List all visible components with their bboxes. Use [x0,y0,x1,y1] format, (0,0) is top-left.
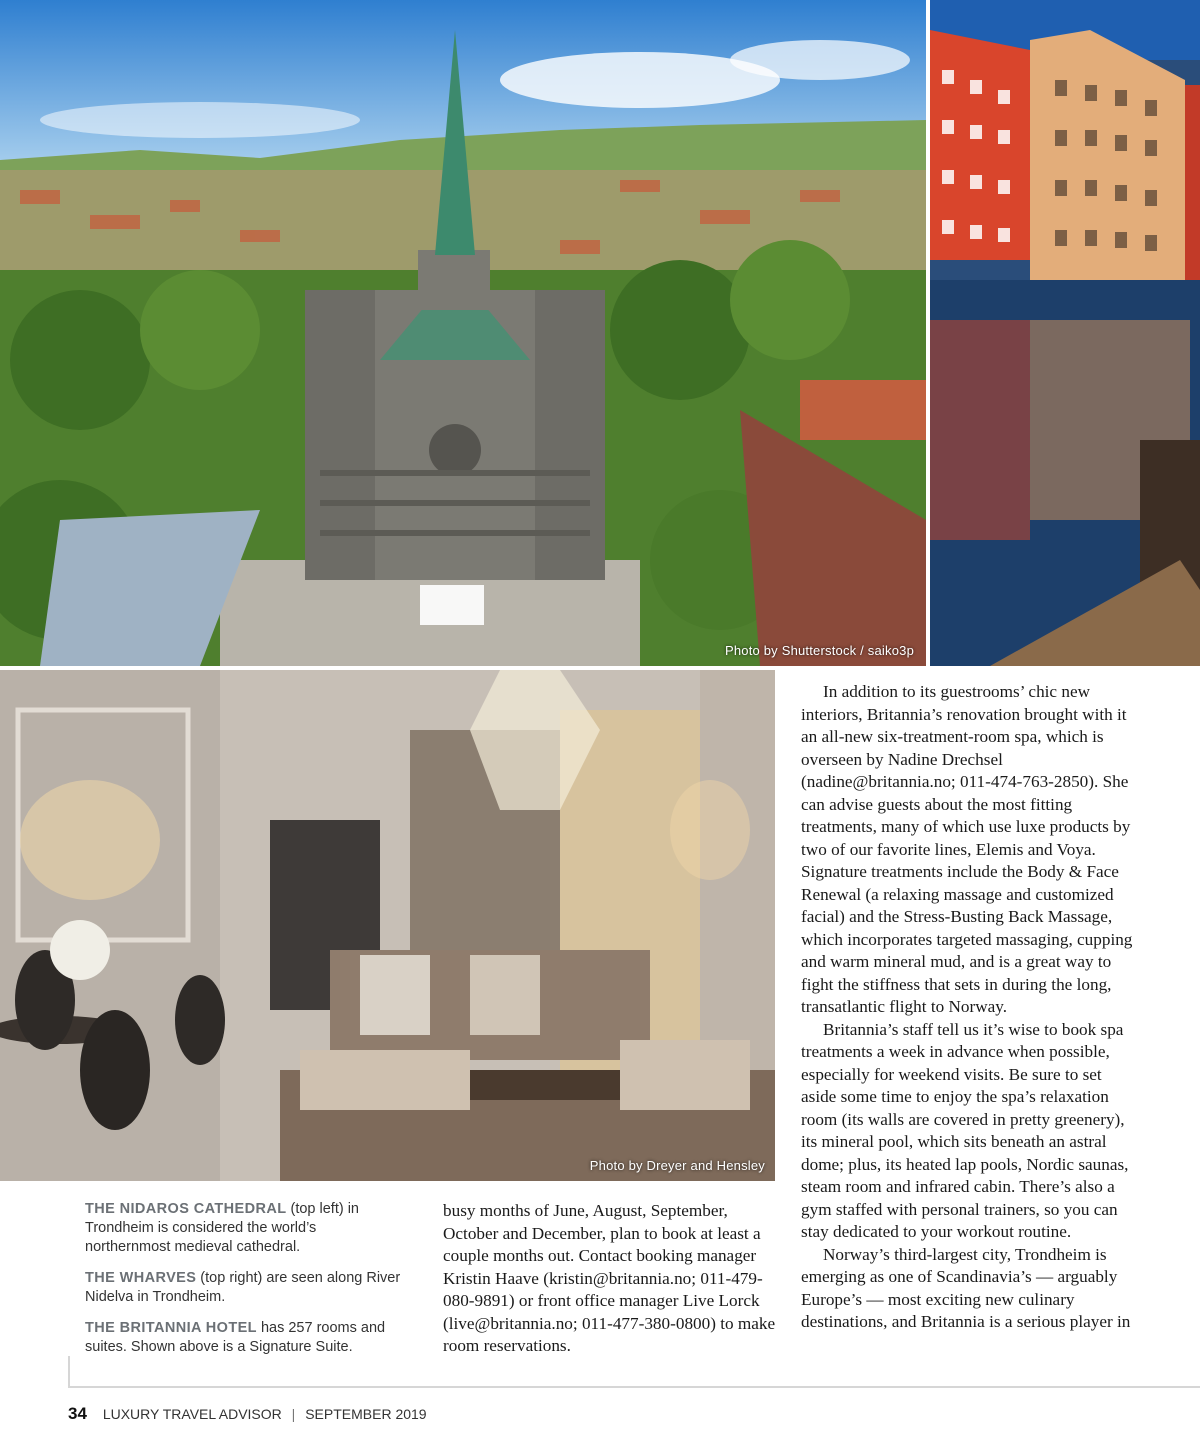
photo-wharves [930,0,1200,666]
photo-credit-suite: Photo by Dreyer and Hensley [589,1158,765,1173]
article-paragraph: busy months of June, August, September, October and December, plan to book at least a couple months out. Contact booking manager Kristin Haave (kristin@britannia.no; 011-479-080-9891) or front office manager Live Lorck (live@britannia.no; 011-477-380-0800) to make room reservations. [443,1201,776,1355]
article-column-right [801,681,1135,1334]
photo-nidaros-cathedral [0,0,926,666]
footer-separator: | [291,1406,296,1422]
page-number: 34 [68,1404,87,1423]
caption-text: (top left) in Trondheim is considered the world’s northernmost medieval cathedral. [85,1201,359,1255]
caption-text: has 257 rooms and suites. Shown above is a Signature Suite. [85,1320,386,1355]
page-footer [68,1404,427,1424]
issue-date: SEPTEMBER 2019 [305,1406,427,1422]
article-paragraph: Britannia’s staff tell us it’s wise to book spa treatments a week in advance when possible, especially for weekend visits. Be sure to set aside some time to enjoy the spa’s relaxation room (its walls are covered in pretty greenery), its mineral pool, which sits beneath an astral dome; plus, its heated lap pools, Nordic saunas, steam room and infrared cabin. There’s also a gym staffed with personal trainers, so you can stay dedicated to your workout routine. [801,1019,1129,1241]
footer-rule-vertical [68,1356,70,1388]
article-paragraph: Norway’s third-largest city, Trondheim is emerging as one of Scandinavia’s — arguably Europe’s — most exciting new culinary destinations, and Britannia is a serious player in [801,1244,1131,1331]
caption-head: THE BRITANNIA HOTEL [85,1320,257,1336]
cathedral-illustration [0,0,926,666]
article-column-middle [443,1200,778,1358]
caption-head: THE WHARVES [85,1270,197,1286]
photo-signature-suite [0,670,775,1181]
photo-credit-cathedral: Photo by Shutterstock / saiko3p [724,643,914,658]
publication-name: LUXURY TRAVEL ADVISOR [102,1406,282,1422]
wharves-illustration [930,0,1200,666]
photo-captions [85,1200,405,1369]
caption-text: (top right) are seen along River Nidelva in Trondheim. [85,1270,401,1305]
suite-illustration [0,670,775,1181]
article-paragraph: In addition to its guestrooms’ chic new interiors, Britannia’s renovation brought with it an all-new six-treatment-room spa, which is overseen by Nadine Drechsel (nadine@britannia.no; 011-474-763-2850). She can advise guests about the most fitting treatments, many of which use luxe products by two of our favorite lines, Elemis and Voya. Signature treatments include the Body & Face Renewal (a relaxing massage and customized facial) and the Stress-Busting Back Massage, which incorporates targeted massaging, cupping and warm mineral mud, and is a great way to fight the stiffness that sets in during the long, transatlantic flight to Norway. [801,682,1133,1016]
caption-head: THE NIDAROS CATHEDRAL [85,1201,287,1217]
caption-wharves [85,1269,405,1307]
caption-britannia [85,1319,405,1357]
caption-cathedral [85,1200,405,1257]
footer-rule [68,1386,1200,1388]
